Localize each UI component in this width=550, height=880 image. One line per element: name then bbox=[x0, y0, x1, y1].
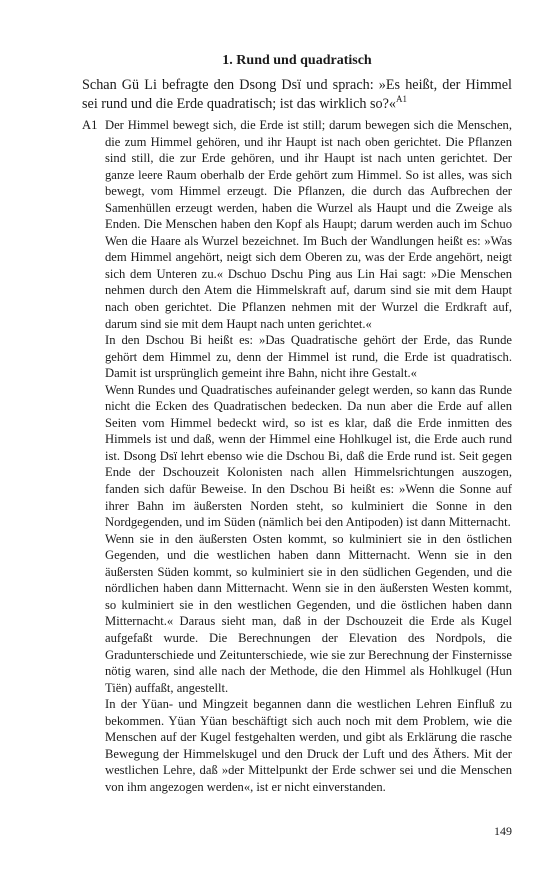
answer-paragraph: In den Dschou Bi heißt es: »Das Quadratische gehört der Erde, das Runde gehört dem Himmel zu, denn der Himmel ist rund, die Erde ist quadratisch. Damit ist ursprünglich gemeint ihre Bahn, nicht ihre Gestalt.« bbox=[105, 333, 512, 381]
footnote-reference: A1 bbox=[396, 94, 408, 104]
answer-paragraph: Wenn sie in den äußersten Osten kommt, so kulminiert sie in den östlichen Gegenden, und die westlichen haben dann Mitternacht. Wenn sie in den äußersten Süden kommt, so kulminiert sie in den südlichen Gegenden, und die nördlichen haben dann Mitternacht. Wenn sie in den äußersten Westen kommt, so kulminiert sie in den westlichen Gegenden, und die östlichen haben dann Mitternacht.« Daraus sieht man, daß in der Dschouzeit die Erde als Kugel aufgefaßt wurde. Die Berechnungen der Elevation des Nordpols, die Gradunterschiede und Zeitunterschiede, wie sie zur Berechnung der Finsternisse nötig waren, sind alle nach der Methode, die den Himmel als Hohlkugel (Hun Tiën) auffaßt, angestellt. bbox=[105, 531, 512, 695]
answer-paragraph: Wenn Rundes und Quadratisches aufeinander gelegt werden, so kann das Runde nicht die Ecken des Quadratischen bedecken. Da nun aber die Erde auf allen Seiten vom Himmel bedeckt wird, so ist es klar, daß die Erde inmitten des Himmels ist und daß, wenn der Himmel eine Hohlkugel ist, die Erde auch rund ist. Dsong Dsï lehrt ebenso wie die Dschou Bi, daß die Erde rund ist. Seit gegen Ende der Dschouzeit Kolonisten nach allen Himmelsrichtungen auszogen, fanden sich dafür Beweise. In den Dschou Bi heißt es: »Wenn die Sonne auf ihrer Bahn im äußersten Norden steht, so kulminiert die Sonne in den Nordgegenden, und im Süden (nämlich bei den Antipoden) ist dann Mitternacht. bbox=[105, 382, 512, 530]
answer-paragraph: Der Himmel bewegt sich, die Erde ist still; darum bewegen sich die Menschen, die zum Himmel gehören, und ihr Haupt ist nach oben gerichtet. Die Pflanzen sind still, die zur Erde gehören, und ihr Haupt ist nach unten gerichtet. Der ganze leere Raum oberhalb der Erde gehört zum Himmel. So ist alles, was sich bewegt, vom Himmel erzeugt. Die Pflanzen, die durch das Aufbrechen der Samenhüllen erzeugt werden, haben die Wurzel als Haupt und die Zweige als Enden. Die Menschen haben den Kopf als Haupt; darum werden auch im Schuo Wen die Haare als Wurzel bezeichnet. Im Buch der Wandlungen heißt es: »Was dem Himmel angehört, neigt sich dem Oberen zu, was der Erde angehört, neigt sich dem Unteren zu.« Dschuo Dschu Ping aus Lin Hai sagt: »Die Menschen nehmen durch den Atem die Himmelskraft auf, darum sind sie mit dem Haupt nach oben gerichtet. Die Pflanzen nehmen mit der Wurzel die Erdkraft auf, darum sind sie mit dem Haupt nach unten gerichtet.« bbox=[105, 118, 512, 331]
page-number: 149 bbox=[494, 824, 512, 838]
question-paragraph bbox=[82, 76, 512, 114]
answer-body bbox=[105, 117, 512, 795]
answer-block bbox=[82, 117, 512, 795]
section-heading: 1. Rund und quadratisch bbox=[222, 53, 372, 68]
answer-label: A1 bbox=[82, 118, 98, 132]
question-text: Schan Gü Li befragte den Dsong Dsï und sprach: »Es heißt, der Himmel sei rund und die Erde quadratisch; ist das wirklich so?« bbox=[82, 77, 512, 112]
answer-paragraph: In der Yüan- und Mingzeit begannen dann die westlichen Lehren Einfluß zu bekommen. Yüan Yüan beschäftigt sich auch noch mit dem Problem, wie die Menschen auf der Kugel festgehalten werden, und gibt als Erklärung die rasche Bewegung der Himmelskugel und den Druck der Luft und des Äthers. Mit der westlichen Lehre, daß »der Mittelpunkt der Erde schwer sei und die Menschen von ihm angezogen werden«, ist er nicht einverstanden. bbox=[105, 697, 512, 794]
